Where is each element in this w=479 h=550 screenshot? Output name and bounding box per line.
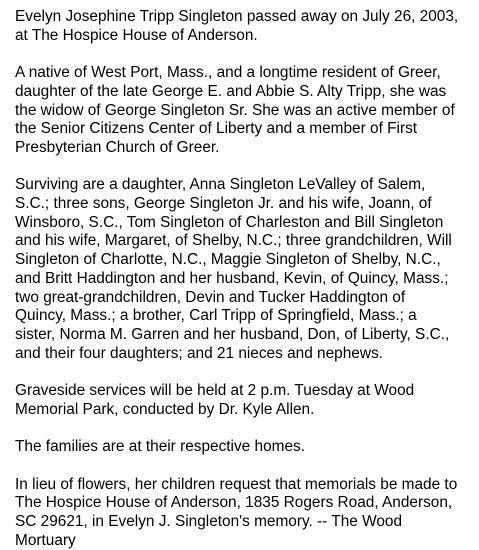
paragraph-survivors (15, 176, 477, 363)
text-line: the Senior Citizens Center of Liberty and a member of First (15, 120, 477, 139)
paragraph-biography (15, 64, 477, 158)
text-line: Quincy, Mass.; a brother, Carl Tripp of Springfield, Mass.; a (15, 307, 477, 326)
text-line: The families are at their respective homes. (15, 438, 477, 457)
text-line: In lieu of flowers, her children request that memorials be made to (15, 476, 477, 495)
text-line: Mortuary (15, 532, 477, 550)
text-line: Singleton of Charlotte, N.C., Maggie Singleton of Shelby, N.C., (15, 251, 477, 270)
text-line: Surviving are a daughter, Anna Singleton LeValley of Salem, (15, 176, 477, 195)
text-line: The Hospice House of Anderson, 1835 Rogers Road, Anderson, (15, 494, 477, 513)
text-line: and Britt Haddington and her husband, Kevin, of Quincy, Mass.; (15, 270, 477, 289)
text-line: Presbyterian Church of Greer. (15, 139, 477, 158)
text-line: Graveside services will be held at 2 p.m. Tuesday at Wood (15, 382, 477, 401)
text-line: and his wife, Margaret, of Shelby, N.C.; three grandchildren, Will (15, 232, 477, 251)
text-line: and their four daughters; and 21 nieces and nephews. (15, 345, 477, 364)
paragraph-memorials (15, 476, 477, 550)
paragraph-family-homes (15, 438, 477, 457)
obituary-text (15, 8, 477, 550)
text-line: S.C.; three sons, George Singleton Jr. and his wife, Joann, of (15, 195, 477, 214)
text-line: sister, Norma M. Garren and her husband, Don, of Liberty, S.C., (15, 326, 477, 345)
text-line: A native of West Port, Mass., and a longtime resident of Greer, (15, 64, 477, 83)
text-line: two great-grandchildren, Devin and Tucker Haddington of (15, 289, 477, 308)
paragraph-services (15, 382, 477, 419)
text-line: Memorial Park, conducted by Dr. Kyle Allen. (15, 401, 477, 420)
text-line: at The Hospice House of Anderson. (15, 27, 477, 46)
paragraph-death-notice (15, 8, 477, 45)
text-line: Winsboro, S.C., Tom Singleton of Charleston and Bill Singleton (15, 214, 477, 233)
text-line: SC 29621, in Evelyn J. Singleton's memory. -- The Wood (15, 513, 477, 532)
text-line: daughter of the late George E. and Abbie S. Alty Tripp, she was (15, 83, 477, 102)
text-line: the widow of George Singleton Sr. She was an active member of (15, 102, 477, 121)
text-line: Evelyn Josephine Tripp Singleton passed away on July 26, 2003, (15, 8, 477, 27)
